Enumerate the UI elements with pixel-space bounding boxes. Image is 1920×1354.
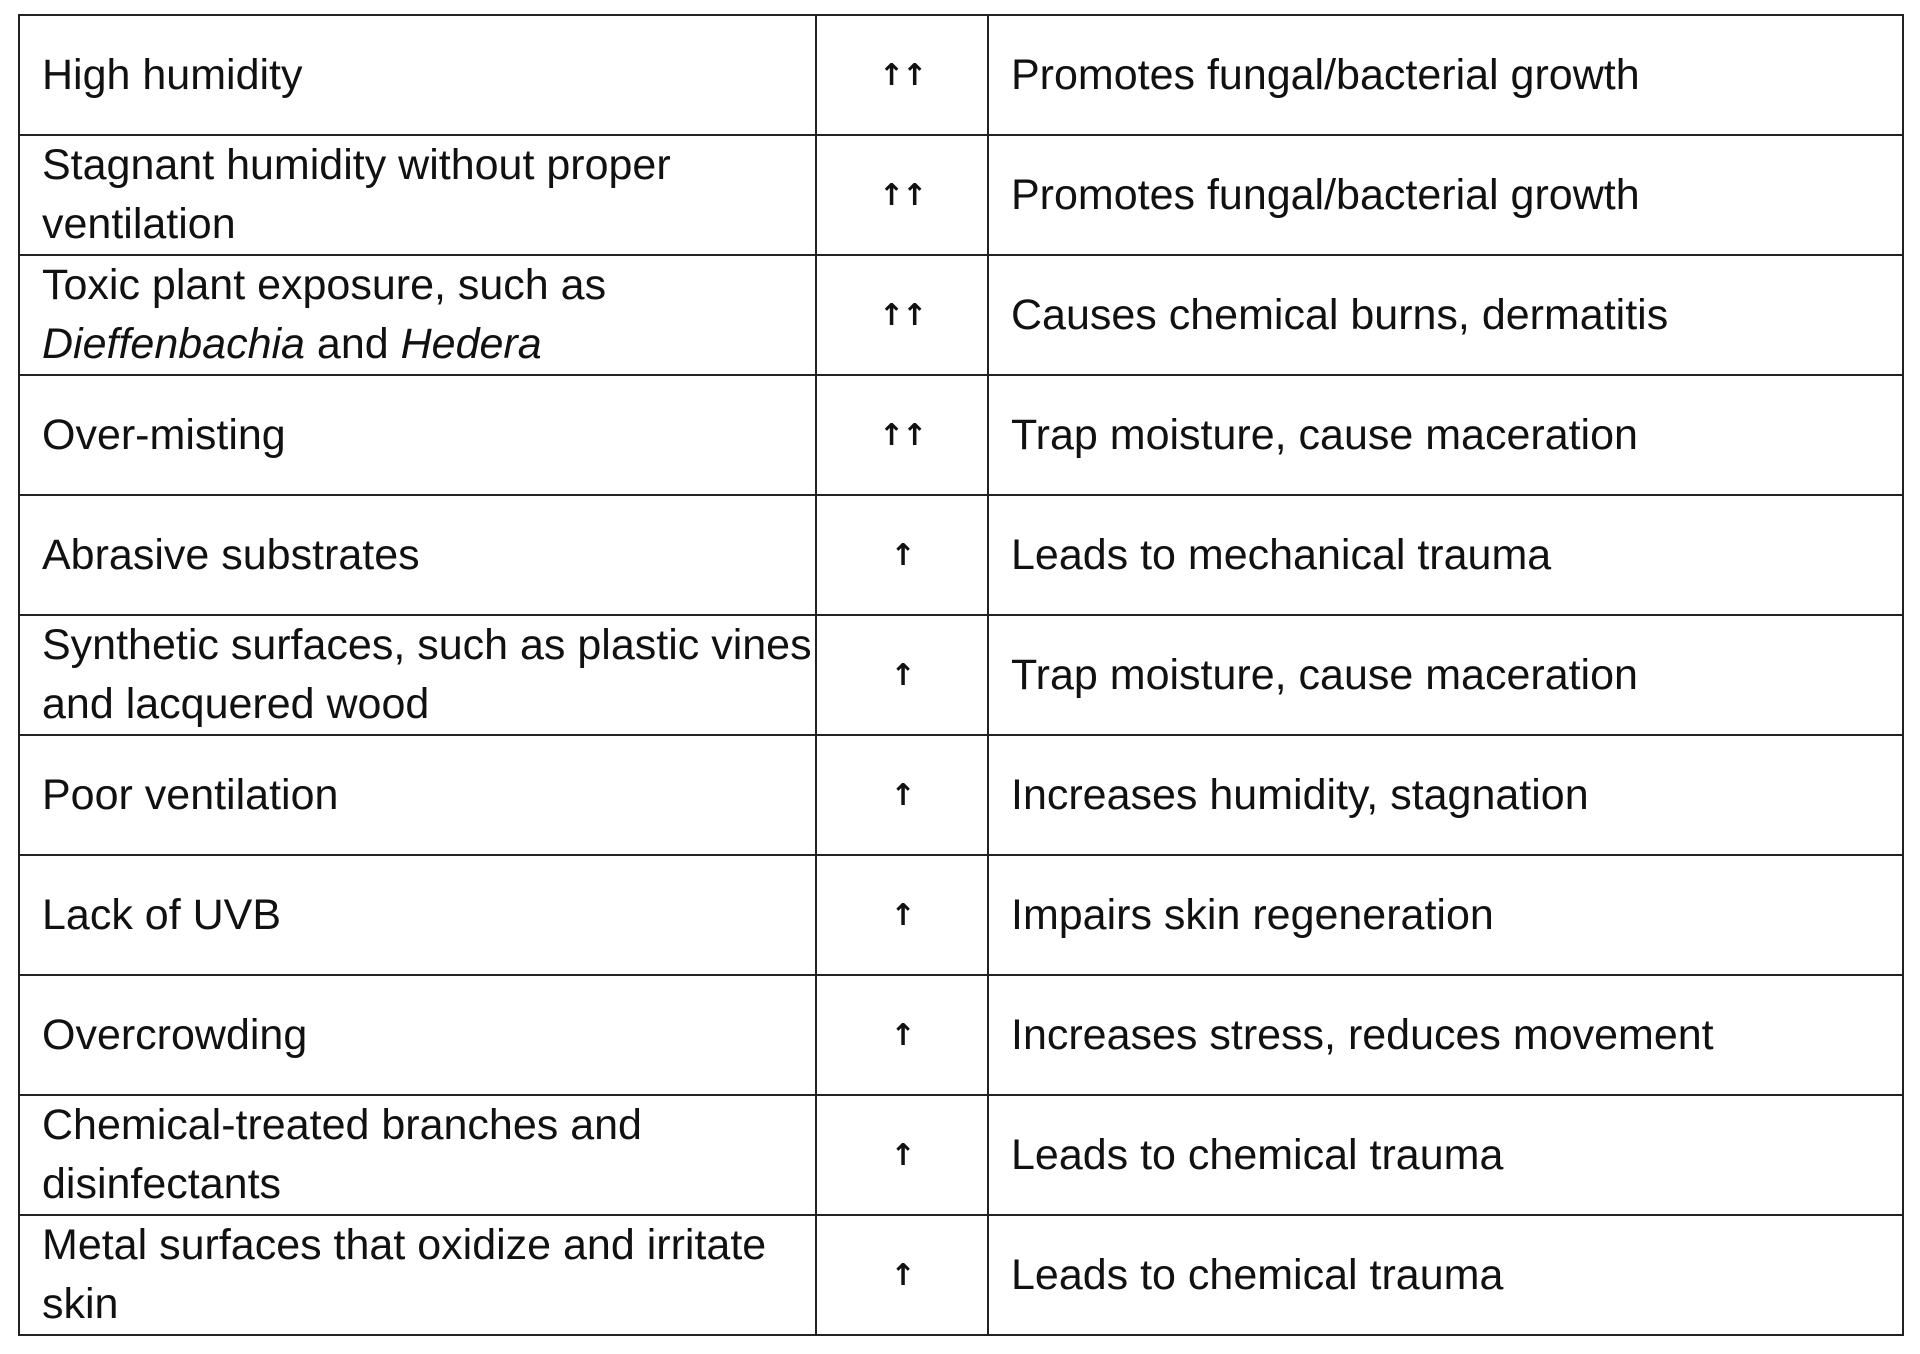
risk-factor-cell <box>19 375 816 495</box>
risk-factor-text: and <box>304 320 401 368</box>
effect-cell: Leads to chemical trauma <box>988 1095 1903 1215</box>
risk-factor-cell <box>19 495 816 615</box>
effect-cell: Increases humidity, stagnation <box>988 735 1903 855</box>
risk-factor-cell <box>19 15 816 135</box>
risk-factor-text: Metal surfaces that oxidize and irritate skin <box>42 1221 767 1328</box>
italic-taxon-name: Hedera <box>400 320 542 368</box>
effect-cell: Causes chemical burns, dermatitis <box>988 255 1903 375</box>
risk-level-arrow-icon: ↑↑ <box>816 255 988 375</box>
risk-factor-cell <box>19 615 816 735</box>
table-row <box>19 975 1903 1095</box>
effect-cell: Promotes fungal/bacterial growth <box>988 15 1903 135</box>
table-row <box>19 735 1903 855</box>
risk-level-arrow-icon: ↑ <box>816 735 988 855</box>
risk-level-arrow-icon: ↑↑ <box>816 375 988 495</box>
risk-factor-cell <box>19 855 816 975</box>
risk-factor-text: Stagnant humidity without proper ventilation <box>42 141 671 248</box>
risk-level-arrow-icon: ↑↑ <box>816 15 988 135</box>
effect-cell: Trap moisture, cause maceration <box>988 615 1903 735</box>
risk-factor-cell <box>19 1095 816 1215</box>
effect-cell: Leads to chemical trauma <box>988 1215 1903 1335</box>
risk-factor-text: Over-misting <box>42 410 286 459</box>
risk-factor-text: Overcrowding <box>42 1010 308 1059</box>
table-row <box>19 1215 1903 1335</box>
risk-factor-table-body <box>19 15 1903 1335</box>
risk-factor-cell <box>19 135 816 255</box>
table-row <box>19 135 1903 255</box>
risk-factor-text: High humidity <box>42 50 303 99</box>
risk-factor-cell <box>19 975 816 1095</box>
risk-level-arrow-icon: ↑ <box>816 615 988 735</box>
risk-level-arrow-icon: ↑ <box>816 1095 988 1215</box>
risk-factor-table <box>18 14 1904 1336</box>
risk-factor-text: Chemical-treated branches and disinfectants <box>42 1101 642 1208</box>
risk-factor-text: Abrasive substrates <box>42 530 420 579</box>
risk-factor-text: Synthetic surfaces, such as plastic vines and lacquered wood <box>42 621 812 728</box>
risk-level-arrow-icon: ↑↑ <box>816 135 988 255</box>
risk-factor-cell <box>19 1215 816 1335</box>
table-row <box>19 855 1903 975</box>
effect-cell: Leads to mechanical trauma <box>988 495 1903 615</box>
effect-cell: Impairs skin regeneration <box>988 855 1903 975</box>
table-row <box>19 615 1903 735</box>
effect-cell: Increases stress, reduces movement <box>988 975 1903 1095</box>
table-row <box>19 495 1903 615</box>
effect-cell: Trap moisture, cause maceration <box>988 375 1903 495</box>
table-row <box>19 15 1903 135</box>
risk-factor-text: Toxic plant exposure, such as <box>42 261 607 309</box>
effect-cell: Promotes fungal/bacterial growth <box>988 135 1903 255</box>
table-row <box>19 255 1903 375</box>
italic-taxon-name: Dieffenbachia <box>42 320 305 368</box>
table-row <box>19 1095 1903 1215</box>
risk-factor-text: Lack of UVB <box>42 890 281 939</box>
risk-level-arrow-icon: ↑ <box>816 975 988 1095</box>
risk-level-arrow-icon: ↑ <box>816 495 988 615</box>
risk-factor-cell <box>19 255 816 375</box>
risk-level-arrow-icon: ↑ <box>816 855 988 975</box>
risk-factor-cell <box>19 735 816 855</box>
risk-level-arrow-icon: ↑ <box>816 1215 988 1335</box>
risk-factor-text: Poor ventilation <box>42 770 339 819</box>
table-row <box>19 375 1903 495</box>
